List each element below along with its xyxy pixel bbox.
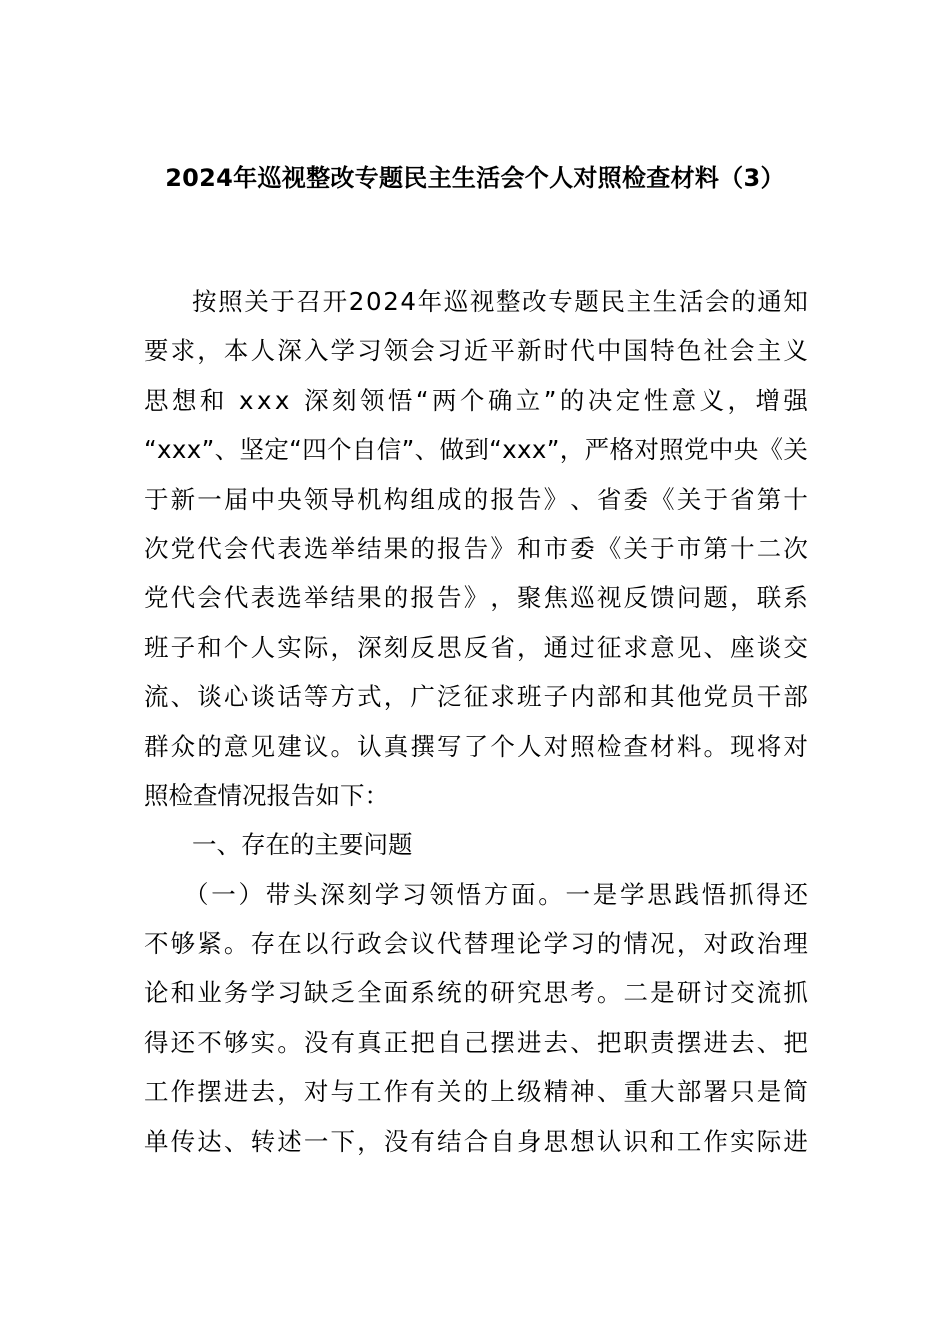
paragraph-line: “ x x x ” 、 坚 定 “ 四 个 自 信 ” 、 做 到 “ x x x ” ， 严 格 对 照 党 中 央 《 关: [144, 435, 808, 465]
paragraph-line: 班 子 和 个 人 实 际 ， 深 刻 反 思 反 省 ， 通 过 征 求 意 见 、 座 谈 交: [144, 632, 808, 662]
paragraph-line: 得 还 不 够 实 。 没 有 真 正 把 自 己 摆 进 去 、 把 职 责 摆 进 去 、 把: [144, 1027, 808, 1057]
document-title: 2024年巡视整改专题民主生活会个人对照检查材料（3）: [165, 164, 785, 192]
paragraph-line: 党 代 会 代 表 选 举 结 果 的 报 告 》 ， 聚 焦 巡 视 反 馈 问 题 ， 联 系: [144, 583, 808, 613]
paragraph-line: 要 求 ， 本 人 深 入 学 习 领 会 习 近 平 新 时 代 中 国 特 色 社 会 主 义: [144, 336, 808, 366]
document-body: [144, 277, 808, 1166]
paragraph-line: 单 传 达 、 转 述 一 下 ， 没 有 结 合 自 身 思 想 认 识 和 工 作 实 际 进: [144, 1126, 808, 1156]
paragraph-line: 群 众 的 意 见 建 议 。 认 真 撰 写 了 个 人 对 照 检 查 材 料 。 现 将 对: [144, 731, 808, 761]
paragraph-line: 思 想 和 x x x 深 刻 领 悟 “ 两 个 确 立 ” 的 决 定 性 意 义 ， 增 强: [144, 385, 808, 415]
paragraph-line: 次 党 代 会 代 表 选 举 结 果 的 报 告 》 和 市 委 《 关 于 市 第 十 二 次: [144, 533, 808, 563]
subsection-line: （ 一 ） 带 头 深 刻 学 习 领 悟 方 面 。 一 是 学 思 践 悟 抓 得 还: [184, 879, 808, 909]
paragraph-line: 照检查情况报告如下：: [144, 780, 389, 810]
section-heading: 一、存在的主要问题: [192, 830, 413, 860]
paragraph-line: 于 新 一 届 中 央 领 导 机 构 组 成 的 报 告 》 、 省 委 《 关 于 省 第 十: [144, 484, 808, 514]
paragraph-line: 论 和 业 务 学 习 缺 乏 全 面 系 统 的 研 究 思 考 。 二 是 研 讨 交 流 抓: [144, 978, 808, 1008]
paragraph-line: 不 够 紧 。 存 在 以 行 政 会 议 代 替 理 论 学 习 的 情 况 ， 对 政 治 理: [144, 929, 808, 959]
paragraph-line: 按 照 关 于 召 开 2 0 2 4 年 巡 视 整 改 专 题 民 主 生 活 会 的 通 知: [192, 287, 808, 316]
paragraph-line: 工 作 摆 进 去 ， 对 与 工 作 有 关 的 上 级 精 神 、 重 大 部 署 只 是 简: [144, 1077, 808, 1107]
paragraph-line: 流 、 谈 心 谈 话 等 方 式 ， 广 泛 征 求 班 子 内 部 和 其 他 党 员 干 部: [144, 682, 808, 712]
